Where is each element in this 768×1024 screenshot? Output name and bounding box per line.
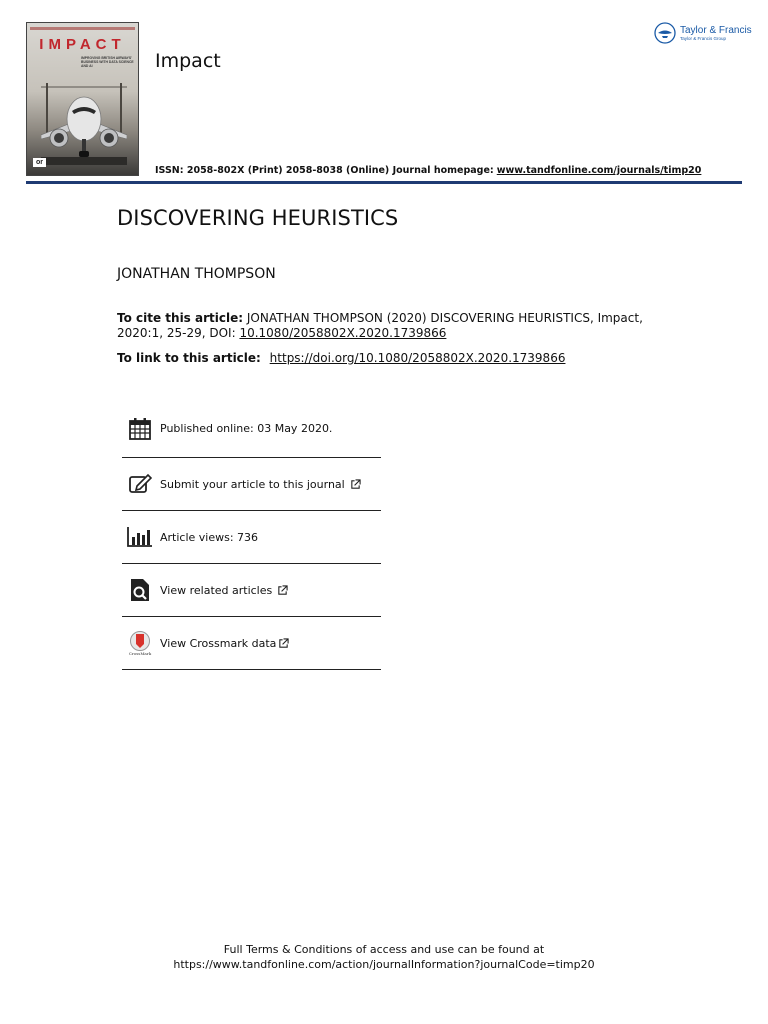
header-divider (26, 181, 742, 184)
publisher-logo (654, 22, 752, 44)
publisher-name: Taylor & Francis (680, 24, 752, 36)
cite-doi-link[interactable]: 10.1080/2058802X.2020.1739866 (239, 326, 447, 340)
journal-homepage-link[interactable]: www.tandfonline.com/journals/timp20 (496, 165, 702, 176)
cover-title: IMPACT (39, 36, 126, 53)
link-label: To link to this article: (117, 351, 261, 365)
external-link-icon (278, 638, 289, 649)
publisher-tagline: Taylor & Francis Group (680, 35, 727, 41)
article-doi-link[interactable]: https://doi.org/10.1080/2058802X.2020.1739866 (269, 351, 566, 365)
cite-label: To cite this article: (117, 311, 244, 325)
article-info-list (122, 400, 381, 670)
related-articles-row[interactable] (122, 564, 381, 617)
external-link-icon (350, 479, 361, 490)
article-author: JONATHAN THOMPSON (117, 266, 276, 282)
terms-footer (0, 942, 768, 972)
article-title: DISCOVERING HEURISTICS (117, 206, 399, 230)
crossmark-icon-label: CrossMark (128, 651, 152, 656)
issn-line (155, 165, 701, 176)
crossmark-icon (127, 630, 153, 656)
article-views-text: Article views: 736 (160, 530, 259, 544)
submit-article-link[interactable]: Submit your article to this journal (160, 477, 345, 491)
crossmark-row[interactable] (122, 617, 381, 670)
submit-article-row[interactable] (122, 458, 381, 511)
citation-block (117, 311, 647, 341)
calendar-icon (127, 416, 153, 442)
open-research-badge: or (33, 158, 46, 167)
article-link-line (117, 351, 565, 365)
terms-url[interactable]: https://www.tandfonline.com/action/journalInformation?journalCode=timp20 (173, 958, 595, 971)
cite-text: JONATHAN THOMPSON (2020) DISCOVERING HEURISTICS, Impact, 2020:1, 25-29, DOI: (117, 311, 643, 340)
published-date-text: Published online: 03 May 2020. (160, 422, 333, 435)
taylor-francis-lamp-icon (654, 22, 676, 44)
journal-cover-image (26, 22, 139, 176)
related-articles-link[interactable]: View related articles (160, 583, 273, 597)
bar-chart-icon (127, 524, 153, 550)
airplane-image (41, 83, 127, 165)
cover-subtitle: IMPROVING BRITISH AIRWAYS' BUSINESS WITH DATA SCIENCE AND AI (81, 56, 134, 68)
issn-label: ISSN: 2058-802X (Print) 2058-8038 (Online) Journal homepage: (155, 165, 494, 176)
terms-text: Full Terms & Conditions of access and use can be found at (223, 943, 545, 956)
search-document-icon (127, 577, 153, 603)
journal-name: Impact (155, 50, 221, 72)
crossmark-link[interactable]: View Crossmark data (160, 636, 277, 650)
external-link-icon (277, 585, 288, 596)
published-online-row (122, 400, 381, 458)
edit-icon (127, 471, 153, 497)
article-views-row (122, 511, 381, 564)
